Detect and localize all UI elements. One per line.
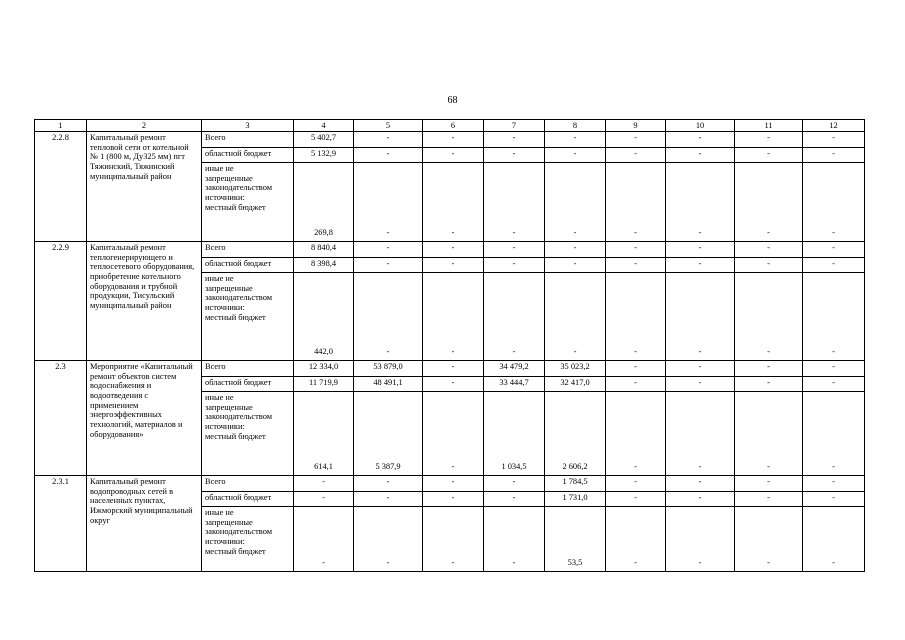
value-cell: - [803,492,865,507]
value-cell: - [666,273,735,361]
value-cell: - [423,163,484,242]
value-cell: - [666,476,735,492]
value-cell: - [484,163,545,242]
value-cell: - [294,492,354,507]
funding-source-line: источники: [205,421,245,431]
table-row [35,132,865,148]
column-header: 8 [545,120,606,132]
value-cell: - [803,258,865,273]
value-cell: - [484,258,545,273]
funding-source-line: местный бюджет [205,202,266,212]
value-cell: - [354,148,423,163]
value-cell: - [354,492,423,507]
value-cell: 1 784,5 [545,476,606,492]
value-cell: - [735,507,803,572]
value-cell: - [423,242,484,258]
funding-source-line: иные не [205,508,234,517]
value-cell: - [423,476,484,492]
value-cell: - [803,476,865,492]
table-row [35,361,865,377]
value-cell: 53 879,0 [354,361,423,377]
value-cell: - [666,361,735,377]
funding-source-line: запрещенные [205,517,253,527]
column-header: 7 [484,120,545,132]
value-cell: - [666,163,735,242]
value-cell: 1 034,5 [484,392,545,476]
value-cell: 48 491,1 [354,377,423,392]
value-cell: - [735,361,803,377]
value-cell: 269,8 [294,163,354,242]
value-cell: - [354,476,423,492]
value-cell: - [354,273,423,361]
value-cell: 442,0 [294,273,354,361]
column-header: 1 [35,120,87,132]
value-cell: - [666,377,735,392]
funding-source-line: местный бюджет [205,431,266,441]
value-cell: - [354,258,423,273]
value-cell: - [803,377,865,392]
funding-source-line: источники: [205,192,245,202]
column-header: 5 [354,120,423,132]
item-code: 2.2.9 [35,242,87,361]
value-cell: - [423,273,484,361]
value-cell: - [484,273,545,361]
value-cell: - [423,132,484,148]
value-cell: 34 479,2 [484,361,545,377]
funding-source-line: запрещенные [205,173,253,183]
funding-source-line: законодательством [205,412,273,422]
item-code: 2.3 [35,361,87,476]
item-code: 2.2.8 [35,132,87,242]
funding-source: Всего [202,361,294,377]
value-cell: - [423,507,484,572]
value-cell: 8 398,4 [294,258,354,273]
value-cell: 5 387,9 [354,392,423,476]
value-cell: - [735,132,803,148]
value-cell: 5 132,9 [294,148,354,163]
funding-source-line: законодательством [205,293,273,303]
value-cell: - [484,492,545,507]
value-cell: 33 444,7 [484,377,545,392]
funding-source: областной бюджет [202,258,294,273]
value-cell: - [735,242,803,258]
value-cell: - [354,242,423,258]
value-cell: - [666,148,735,163]
column-header: 9 [606,120,666,132]
value-cell: - [606,392,666,476]
funding-source-line: иные не [205,393,234,402]
value-cell: - [294,476,354,492]
funding-source [202,163,294,242]
value-cell: 1 731,0 [545,492,606,507]
value-cell: - [423,492,484,507]
value-cell: - [606,361,666,377]
value-cell: - [606,507,666,572]
value-cell: - [735,258,803,273]
value-cell: - [423,377,484,392]
value-cell: 5 402,7 [294,132,354,148]
value-cell: - [484,476,545,492]
column-header: 12 [803,120,865,132]
value-cell: - [545,273,606,361]
value-cell: - [423,148,484,163]
value-cell: - [484,132,545,148]
funding-source-line: источники: [205,302,245,312]
column-header: 4 [294,120,354,132]
funding-source-line: источники: [205,536,245,546]
value-cell: - [803,361,865,377]
funding-source-line: законодательством [205,527,273,537]
value-cell: - [666,392,735,476]
funding-source: областной бюджет [202,377,294,392]
funding-source-line: иные не [205,274,234,283]
value-cell: - [606,273,666,361]
funding-source-line: запрещенные [205,283,253,293]
value-cell: - [735,377,803,392]
value-cell: - [803,273,865,361]
funding-source-line: законодательством [205,183,273,193]
value-cell: - [354,507,423,572]
funding-source: областной бюджет [202,148,294,163]
value-cell: - [606,148,666,163]
value-cell: - [545,163,606,242]
value-cell: - [545,258,606,273]
value-cell: 12 334,0 [294,361,354,377]
value-cell: - [735,492,803,507]
funding-source-line: местный бюджет [205,312,266,322]
column-header: 2 [87,120,202,132]
header-row [35,120,865,132]
value-cell: - [423,258,484,273]
value-cell: - [666,258,735,273]
funding-source-line: иные не [205,164,234,173]
funding-source [202,507,294,572]
value-cell: - [606,377,666,392]
value-cell: 53,5 [545,507,606,572]
value-cell: - [545,132,606,148]
value-cell: - [606,132,666,148]
table-row [35,242,865,258]
value-cell: - [484,507,545,572]
value-cell: - [294,507,354,572]
value-cell: - [423,392,484,476]
value-cell: - [803,148,865,163]
value-cell: - [735,392,803,476]
value-cell: 35 023,2 [545,361,606,377]
funding-source [202,273,294,361]
funding-source: областной бюджет [202,492,294,507]
item-name: Капитальный ремонт тепловой сети от котельной № 1 (800 м, Ду325 мм) пгт Тяжинский, Тяжинский муниципальный район [87,132,202,242]
value-cell: - [803,132,865,148]
value-cell: - [735,148,803,163]
funding-source: Всего [202,242,294,258]
column-header: 6 [423,120,484,132]
column-header: 10 [666,120,735,132]
value-cell: 2 606,2 [545,392,606,476]
value-cell: - [735,476,803,492]
budget-table [34,119,865,572]
item-name: Мероприятие «Капитальный ремонт объектов систем водоснабжения и водоотведения с применением энергоэффективных технологий, материалов и оборудования» [87,361,202,476]
value-cell: - [666,492,735,507]
table-row [35,476,865,492]
value-cell: 614,1 [294,392,354,476]
value-cell: - [484,148,545,163]
funding-source: Всего [202,476,294,492]
value-cell: 32 417,0 [545,377,606,392]
value-cell: - [606,476,666,492]
item-name: Капитальный ремонт теплогенерирующего и теплосетевого оборудования, приобретение котельного оборудования и трубной продукции, Тисульский муниципальный район [87,242,202,361]
value-cell: - [423,361,484,377]
value-cell: - [545,242,606,258]
value-cell: - [606,492,666,507]
value-cell: - [666,132,735,148]
funding-source [202,392,294,476]
value-cell: - [735,163,803,242]
funding-source-line: запрещенные [205,402,253,412]
column-header: 3 [202,120,294,132]
value-cell: - [735,273,803,361]
value-cell: - [606,258,666,273]
value-cell: 11 719,9 [294,377,354,392]
item-code: 2.3.1 [35,476,87,572]
value-cell: - [803,392,865,476]
item-name: Капитальный ремонт водопроводных сетей в населенных пунктах, Ижморский муниципальный округ [87,476,202,572]
funding-source: Всего [202,132,294,148]
value-cell: - [354,163,423,242]
value-cell: - [484,242,545,258]
value-cell: - [803,242,865,258]
funding-source-line: местный бюджет [205,546,266,556]
value-cell: - [606,163,666,242]
page-number: 68 [447,95,458,106]
value-cell: - [666,507,735,572]
value-cell: - [545,148,606,163]
value-cell: - [803,163,865,242]
value-cell: - [666,242,735,258]
value-cell: - [606,242,666,258]
column-header: 11 [735,120,803,132]
value-cell: - [803,507,865,572]
value-cell: - [354,132,423,148]
value-cell: 8 840,4 [294,242,354,258]
